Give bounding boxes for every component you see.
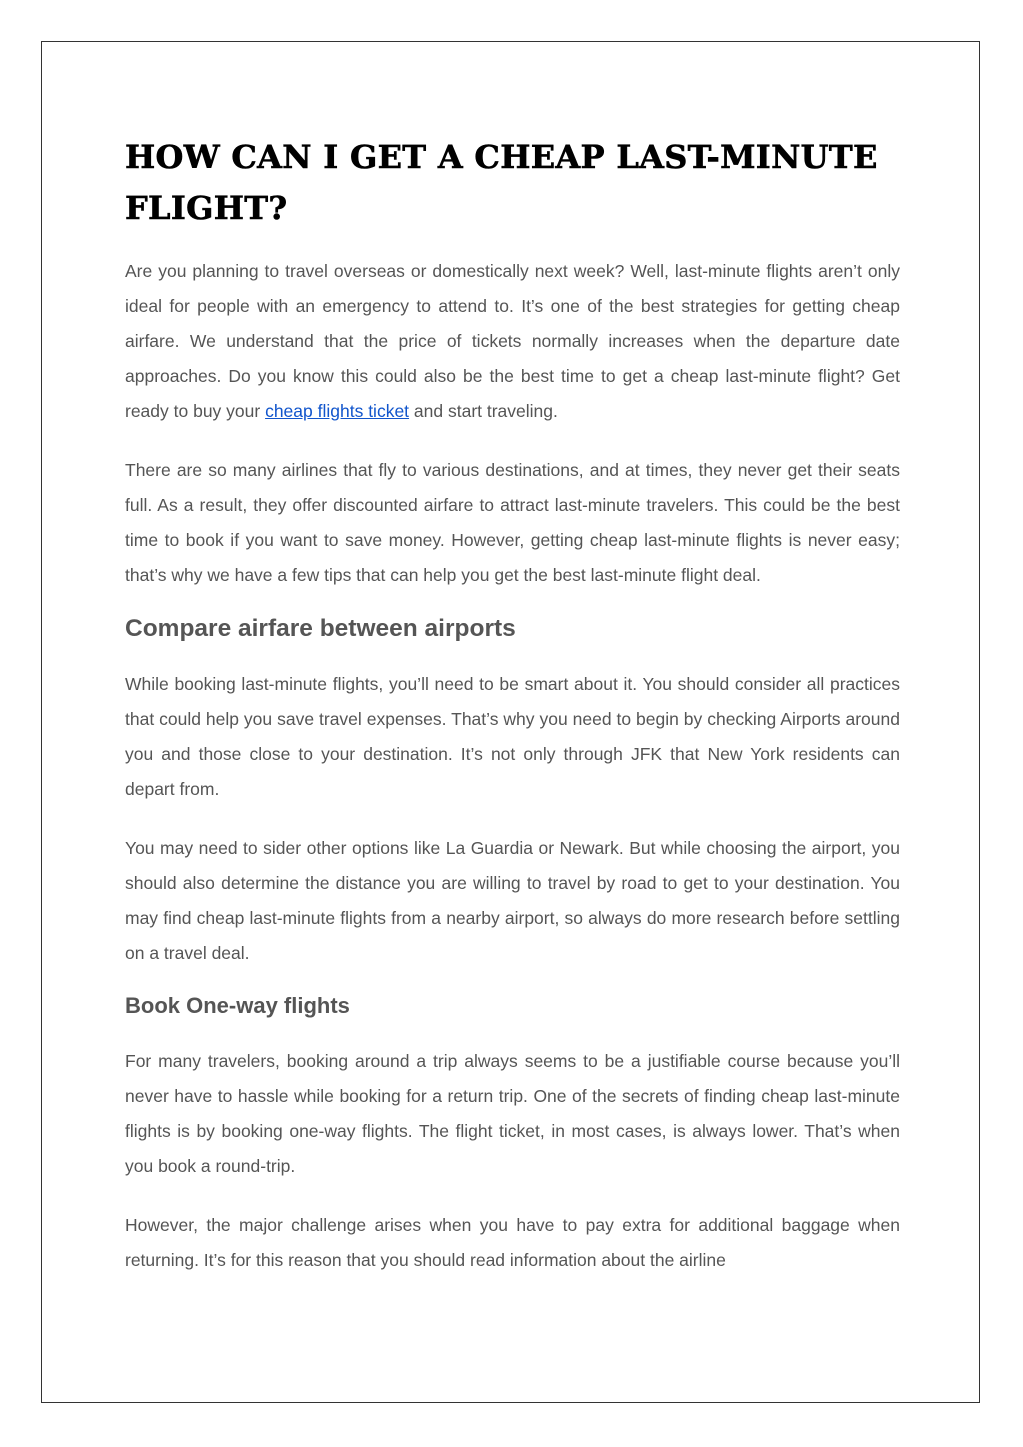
section-heading-one-way-flights: Book One-way flights	[125, 993, 350, 1018]
cheap-flights-ticket-link[interactable]: cheap flights ticket	[265, 401, 410, 421]
intro-paragraph-2: There are so many airlines that fly to various destinations, and at times, they never get their seats full. As a result, they offer discounted airfare to attract last-minute travelers. This could be the best time to book if you want to save money. However, getting cheap last-minute flights is never easy; that’s why we have a few tips that can help you get the best last-minute flight deal.	[125, 460, 900, 585]
section-1-paragraph-1: While booking last-minute flights, you’ll need to be smart about it. You should consider all practices that could help you save travel expenses. That’s why you need to begin by checking Airports around you and those close to your destination. It’s not only through JFK that New York residents can depart from.	[125, 674, 900, 799]
article-title: HOW CAN I GET A CHEAP LAST-MINUTE FLIGHT?	[125, 138, 878, 227]
section-2-paragraph-2: However, the major challenge arises when you have to pay extra for additional baggage when returning. It’s for this reason that you should read information about the airline	[125, 1215, 900, 1270]
intro-paragraph-1-text-end: and start traveling.	[409, 401, 558, 421]
article-body	[125, 132, 900, 1278]
section-1-paragraph-2: You may need to sider other options like La Guardia or Newark. But while choosing the airport, you should also determine the distance you are willing to travel by road to get to your destination. You may find cheap last-minute flights from a nearby airport, so always do more research before settling on a travel deal.	[125, 838, 900, 963]
section-2-paragraph-1: For many travelers, booking around a trip always seems to be a justifiable course because you’ll never have to hassle while booking for a return trip. One of the secrets of finding cheap last-minute flights is by booking one-way flights. The flight ticket, in most cases, is always lower. That’s when you book a round-trip.	[125, 1051, 900, 1176]
intro-paragraph-1	[125, 254, 900, 429]
section-heading-compare-airfare: Compare airfare between airports	[125, 615, 516, 642]
document-page	[41, 41, 980, 1403]
intro-paragraph-1-text: Are you planning to travel overseas or domestically next week? Well, last-minute flights aren’t only ideal for people with an emergency to attend to. It’s one of the best strategies for getting cheap airfare. We understand that the price of tickets normally increases when the departure date approaches. Do you know this could also be the best time to get a cheap last-minute flight? Get ready to buy your	[125, 261, 900, 421]
